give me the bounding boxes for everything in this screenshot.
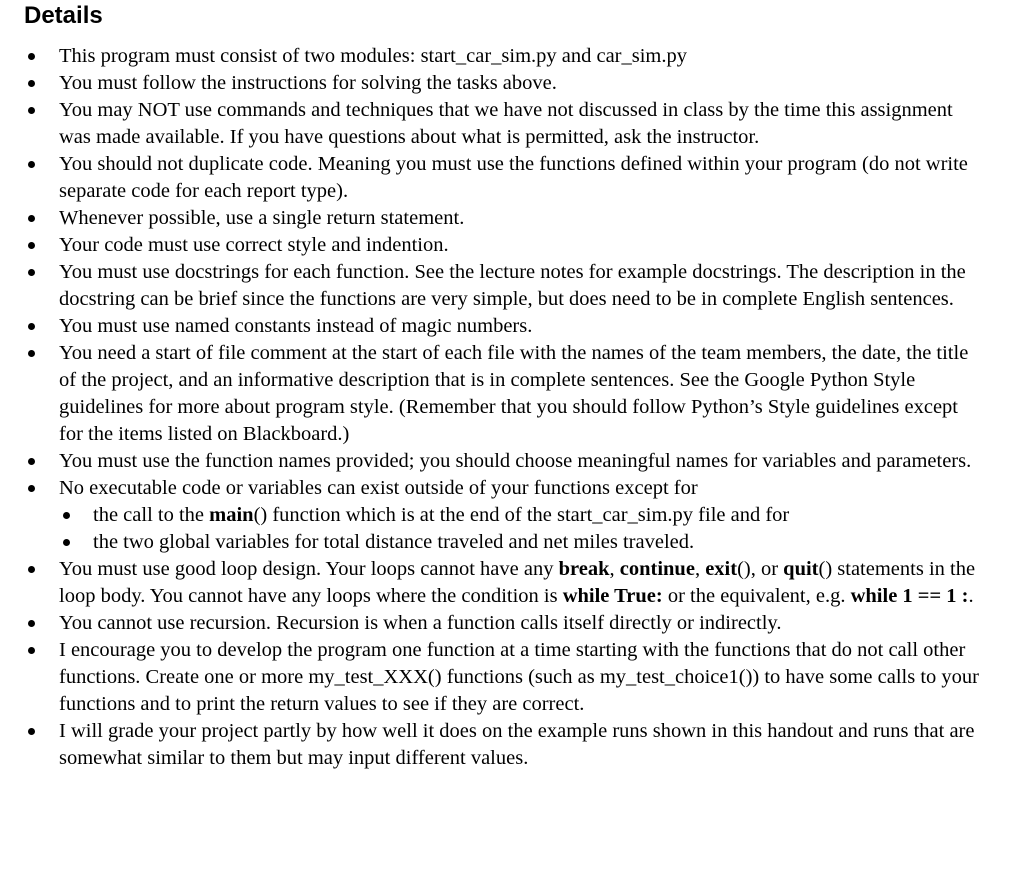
list-item — [0, 610, 1024, 637]
bold-text: quit — [783, 558, 819, 580]
list-item-text: You need a start of file comment at the start of each file with the names of the team members, the date, the title of the project, and an informative description that is in complete sentences. See the Google Python Style guidelines for more about program style. (Remember that you should follow Python’s Style guidelines except for the items listed on Blackboard.) — [59, 342, 969, 445]
list-item-text: No executable code or variables can exist outside of your functions except for — [59, 477, 698, 499]
list-item — [0, 259, 1024, 313]
list-item — [0, 232, 1024, 259]
text-run: or the equivalent, e.g. — [662, 585, 851, 607]
bold-text: while 1 == 1 : — [850, 585, 969, 607]
list-item — [0, 637, 1024, 718]
list-item-text: I encourage you to develop the program one function at a time starting with the functions that do not call other functions. Create one or more my_test_XXX() functions (such as my_test_choice1()) to have some calls to your functions and to print the return values to see if they are correct. — [59, 639, 979, 715]
list-item — [0, 556, 1024, 610]
bold-text: while True: — [562, 585, 663, 607]
text-run: the call to the — [93, 504, 210, 526]
list-item-text: You may NOT use commands and techniques that we have not discussed in class by the time this assignment was made available. If you have questions about what is permitted, ask the instructor. — [59, 99, 953, 148]
bold-text: main — [209, 504, 254, 526]
list-item — [0, 70, 1024, 97]
text-run: (), or — [737, 558, 784, 580]
list-item-text: This program must consist of two modules: start_car_sim.py and car_sim.py — [59, 45, 688, 67]
list-item — [0, 313, 1024, 340]
text-run: You must use good loop design. Your loops cannot have any — [59, 558, 559, 580]
list-item-text: Your code must use correct style and indention. — [59, 234, 449, 256]
list-item-text: You must follow the instructions for solving the tasks above. — [59, 72, 557, 94]
page-title: Details — [24, 2, 103, 29]
list-item-text: You must use docstrings for each function. See the lecture notes for example docstrings. The description in the docstring can be brief since the functions are very simple, but does need to be in complete English sentences. — [59, 261, 966, 310]
list-item — [0, 475, 1024, 556]
list-item — [0, 43, 1024, 70]
sub-list — [59, 502, 1024, 556]
list-item-text: Whenever possible, use a single return statement. — [59, 207, 465, 229]
text-run: . — [968, 585, 974, 607]
text-run: , — [694, 558, 706, 580]
list-item — [0, 205, 1024, 232]
list-item-text: I will grade your project partly by how well it does on the example runs shown in this handout and runs that are somewhat similar to them but may input different values. — [59, 720, 975, 769]
text-run: () statements in the loop body. You cannot have any loops where the condition is — [59, 558, 976, 607]
list-item-text: You should not duplicate code. Meaning you must use the functions defined within your program (do not write separate code for each report type). — [59, 153, 968, 202]
list-item-text: You must use named constants instead of magic numbers. — [59, 315, 533, 337]
list-item — [0, 340, 1024, 448]
sub-list-item — [59, 502, 1024, 529]
bold-text: break — [558, 558, 610, 580]
bold-text: continue — [619, 558, 695, 580]
list-item-text: You cannot use recursion. Recursion is when a function calls itself directly or indirectly. — [59, 612, 782, 634]
sub-list-item — [59, 529, 1024, 556]
list-item — [0, 718, 1024, 772]
list-item-text — [59, 556, 979, 610]
text-run: , — [609, 558, 620, 580]
list-item-text: You must use the function names provided; you should choose meaningful names for variables and parameters. — [59, 450, 972, 472]
list-item — [0, 97, 1024, 151]
sub-list-item-text: the two global variables for total distance traveled and net miles traveled. — [93, 531, 695, 553]
text-run: () function which is at the end of the start_car_sim.py file and for — [253, 504, 790, 526]
list-item — [0, 151, 1024, 205]
requirements-list — [0, 43, 1024, 772]
bold-text: exit — [705, 558, 738, 580]
list-item — [0, 448, 1024, 475]
sub-list-item-text — [93, 502, 1013, 529]
